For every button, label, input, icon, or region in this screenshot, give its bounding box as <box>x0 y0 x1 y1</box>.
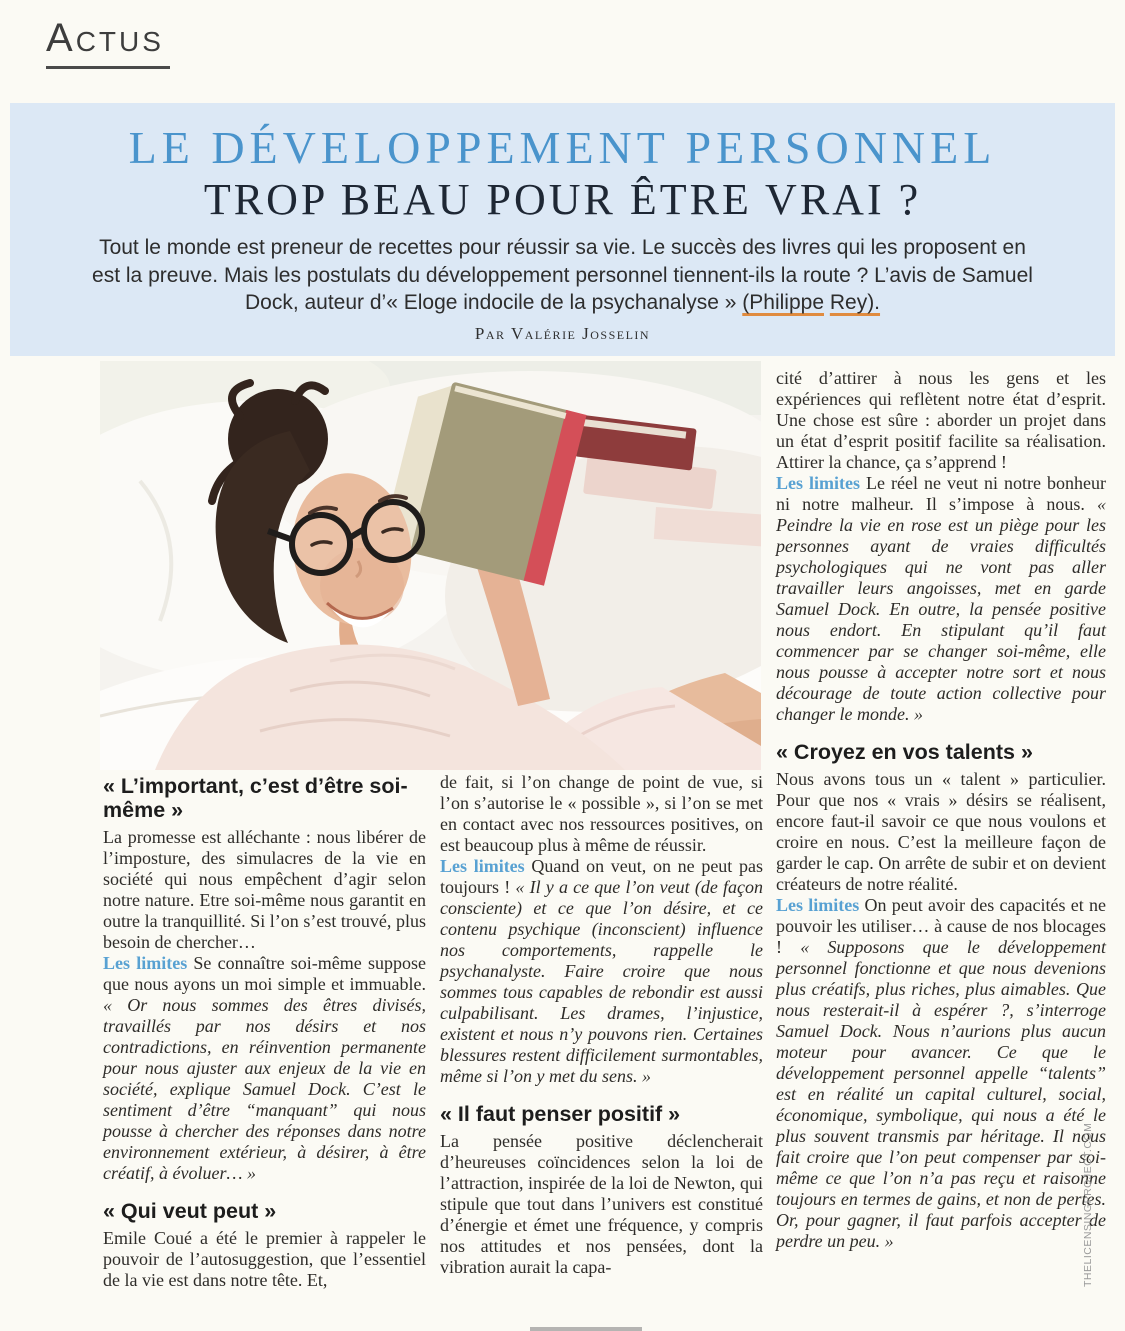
body-paragraph <box>103 953 426 1184</box>
section-heading: « Qui veut peut » <box>103 1199 277 1224</box>
photo-illustration <box>100 361 761 770</box>
paragraph-text: Nous avons tous un « talent » particulier. Pour que nos « vrais » désirs se réalisent, encore faut-il savoir ce que nous voulons et croire en nous. C’est la meilleure façon de garder le cap. On arrête de subir et on devient créateurs de notre réalité. <box>776 769 1106 895</box>
body-paragraph <box>103 1228 426 1291</box>
publisher-reference: Rey). <box>829 291 881 315</box>
hero-box <box>10 103 1115 356</box>
quote-text: « Peindre la vie en rose est un piège pour les personnes ayant de vraies difficultés psychologiques qui ne vont pas aller travailler leurs angoisses, met en garde Samuel Dock. En outre, la pensée positive nous endort. En stipulant qu’il faut commencer par se changer soi-même, elle nous pousse à accepter notre sort et nous décourage de toute action collective pour changer le monde. » <box>776 494 1106 724</box>
section-heading: « Croyez en vos talents » <box>776 740 1033 764</box>
cropped-bottom-element <box>530 1327 642 1331</box>
body-paragraph <box>776 473 1106 725</box>
paragraph-text: Emile Coué a été le premier à rappeler le pouvoir de l’autosuggestion, que l’essentiel de la vie est dans notre tête. Et, <box>103 1228 426 1291</box>
limits-label: Les limites <box>440 856 525 876</box>
publisher-reference: (Philippe <box>742 291 824 315</box>
body-paragraph <box>776 895 1106 1252</box>
paragraph-text: La pensée positive déclencherait d’heureuses coïncidences selon la loi de l’attraction, inspirée de la loi de Newton, qui stipule que tout dans l’univers est constitué d’énergie et émet une fréquence, y compris nos attitudes et nos pensées, dont la vibration aurait la capa- <box>440 1131 763 1278</box>
article-title-line2: TROP BEAU POUR ÊTRE VRAI ? <box>203 174 922 224</box>
paragraph-text: On peut avoir des capacités et ne pouvoir les utiliser… à cause de nos blocages ! <box>776 895 1106 958</box>
body-paragraph <box>776 368 1106 473</box>
quote-text: « Il y a ce que l’on veut (de façon consciente) et ce que l’on désire, et ce contenu psychique (inconscient) influence nos comportements, rappelle le psychanalyste. Faire croire que nous sommes tous capables de rebondir est aussi culpabilisant. Les drames, l’injustice, existent et nous n’y pouvons rien. Certaines blessures restent difficilement surmontables, même si l’on y met du sens. » <box>440 877 764 1086</box>
section-label: ACTUS <box>46 16 170 69</box>
article-column-right <box>776 368 1106 1252</box>
paragraph-text: Se connaître soi-même suppose que nous ayons un moi simple et immuable. <box>103 953 426 995</box>
limits-label: Les limites <box>776 473 860 493</box>
paragraph-text: Quand on veut, on ne peut pas toujours ! <box>440 856 763 897</box>
article-column-middle <box>440 772 763 1278</box>
article-title-line1: LE DÉVELOPPEMENT PERSONNEL <box>128 122 997 173</box>
section-heading: « Il faut penser positif » <box>440 1102 681 1126</box>
body-paragraph <box>776 769 1106 895</box>
standfirst: Tout le monde est preneur de recettes pour réussir sa vie. Le succès des livres qui les proposent en est la preuve. Mais les postulats du développement personnel tiennent-ils la route ? L’avis de Samuel Dock, auteur d’« Eloge indocile de la psychanalyse » (Philippe Rey). <box>92 235 1033 315</box>
body-paragraph <box>440 1131 763 1278</box>
photo-credit-vertical: THELICENSINGPROJECT.COM <box>1082 1122 1094 1287</box>
article-photo <box>100 361 761 770</box>
section-heading: « L’important, c’est d’être soi-même » <box>103 774 408 823</box>
body-paragraph <box>103 827 426 953</box>
limits-label: Les limites <box>776 895 860 916</box>
limits-label: Les limites <box>103 953 188 974</box>
paragraph-text: cité d’attirer à nous les gens et les expériences qui reflètent notre état d’esprit. Une chose est sûre : aborder un projet dans un état d’esprit positif facilite sa réalisation. Attirer la chance, ça s’apprend ! <box>776 368 1106 472</box>
quote-text: « Or nous sommes des êtres divisés, travaillés par nos désirs et nos contradictions, en réinvention permanente pour nous ajuster aux enjeux de la vie en société, explique Samuel Dock. C’est le sentiment d’être “manquant” qui nous pousse à chercher des réponses dans notre environnement extérieur, à désirer, à être créatif, à évoluer… » <box>103 995 426 1184</box>
article-column-left <box>103 772 426 1291</box>
body-paragraph <box>440 856 763 1087</box>
body-paragraph <box>440 772 763 856</box>
paragraph-text: Le réel ne veut ni notre bonheur ni notre malheur. Il s’impose à nous. <box>776 473 1106 514</box>
paragraph-text: La promesse est alléchante : nous libérer de l’imposture, des simulacres de la vie en société qui nous empêchent d’agir selon notre nature. Etre soi-même nous garantit en outre la tranquillité. Si l’on s’est trouvé, plus besoin de chercher… <box>103 827 426 953</box>
byline: Par Valérie Josselin <box>474 324 651 344</box>
paragraph-text: de fait, si l’on change de point de vue, si l’on s’autorise le « possible », si l’on se met en contact avec nos ressources positives, on est beaucoup plus à même de réussir. <box>440 772 763 855</box>
quote-text: « Supposons que le développement personnel fonctionne et que nous devenions plus créatifs, plus riches, plus aimables. Que nous resterait-il à espérer ?, s’interroge Samuel Dock. Nous n’aurions plus aucun moteur pour avancer. Ce que le développement personnel appelle “talents” est en réalité un capital culturel, social, économique, symbolique, qui nous a été le plus souvent transmis par héritage. Il nous fait croire que l’on peut compenser par soi-même ce que l’on n’a pas reçu et raisonne toujours en termes de gains, et non de pertes. Or, pour gagner, il faut parfois accepter de perdre un peu. » <box>776 937 1107 1252</box>
